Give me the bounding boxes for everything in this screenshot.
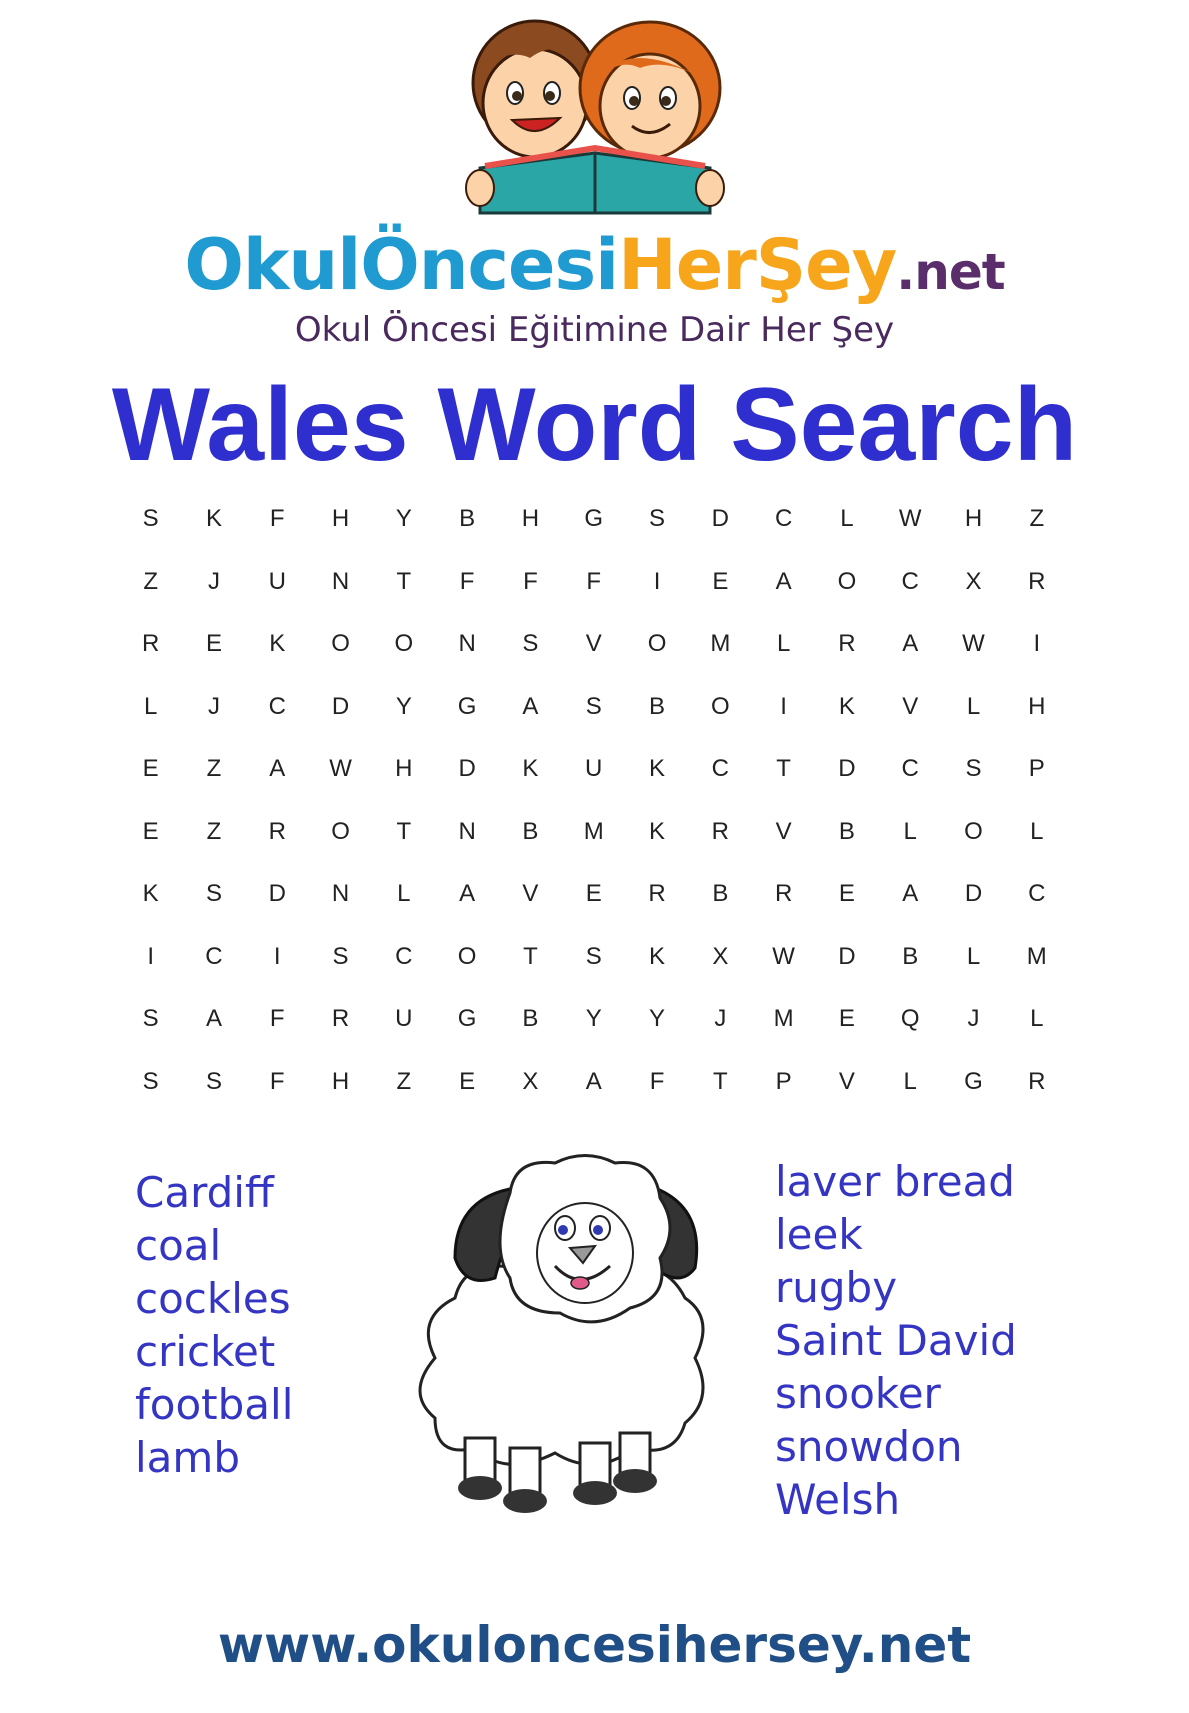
grid-letter: A	[522, 692, 541, 720]
grid-letter: G	[457, 692, 479, 720]
grid-letter: A	[205, 1005, 224, 1033]
grid-letter: Y	[395, 505, 414, 533]
grid-letter: S	[585, 692, 604, 720]
grid-letter: H	[1028, 692, 1048, 720]
grid-letter: L	[840, 505, 856, 533]
grid-letter: D	[268, 880, 288, 908]
grid-letter: E	[712, 567, 731, 595]
grid-letter: E	[838, 1005, 857, 1033]
grid-letter: V	[902, 692, 921, 720]
grid-letter: S	[649, 505, 668, 533]
grid-letter: R	[1028, 1067, 1048, 1095]
grid-letter: O	[394, 630, 416, 658]
grid-letter: N	[458, 630, 478, 658]
grid-letter: S	[205, 880, 224, 908]
grid-letter: L	[776, 630, 793, 658]
grid-letter: T	[712, 1067, 730, 1095]
grid-letter: R	[648, 880, 668, 908]
grid-letter: J	[207, 692, 222, 720]
grid-letter: L	[966, 692, 983, 720]
grid-letter: M	[710, 630, 733, 658]
grid-letter: Z	[143, 567, 160, 595]
grid-letter: M	[773, 1005, 796, 1033]
grid-letter: E	[585, 880, 604, 908]
grid-letter: R	[141, 630, 162, 658]
grid-letter: F	[459, 567, 477, 595]
grid-letter: R	[1028, 567, 1048, 595]
grid-letter: D	[838, 942, 858, 970]
grid-letter: D	[458, 755, 478, 783]
word-list-left	[135, 1166, 293, 1484]
grid-letter: L	[966, 942, 983, 970]
grid-letter: C	[711, 755, 731, 783]
grid-letter: C	[901, 567, 921, 595]
grid-letter: H	[395, 755, 415, 783]
grid-letter: O	[331, 630, 352, 658]
grid-letter: J	[714, 1005, 729, 1033]
grid-letter: X	[712, 942, 731, 970]
grid-letter: M	[1026, 942, 1049, 970]
word-list-item: cockles	[135, 1274, 291, 1323]
grid-letter: T	[776, 755, 793, 783]
grid-letter: L	[903, 817, 919, 845]
grid-letter: A	[459, 880, 478, 908]
grid-letter: T	[523, 942, 540, 970]
grid-letter: B	[459, 505, 478, 533]
grid-row	[120, 613, 1070, 676]
grid-letter: L	[903, 1067, 919, 1095]
grid-letter: K	[838, 692, 857, 720]
word-list-item: coal	[135, 1221, 222, 1270]
word-list-item: lamb	[135, 1433, 240, 1482]
grid-letter: G	[584, 505, 606, 533]
grid-letter: E	[205, 630, 224, 658]
grid-letter: A	[775, 567, 794, 595]
grid-letter: S	[585, 942, 604, 970]
grid-letter: F	[269, 505, 287, 533]
grid-letter: N	[458, 817, 478, 845]
grid-letter: M	[583, 817, 606, 845]
grid-letter: Z	[396, 1067, 414, 1095]
grid-letter: W	[772, 942, 797, 970]
grid-letter: G	[964, 1067, 985, 1095]
word-list-right	[775, 1155, 1017, 1526]
grid-letter: N	[331, 880, 352, 908]
children-reading-logo-icon	[440, 8, 750, 218]
grid-row	[120, 988, 1070, 1051]
grid-letter: L	[397, 880, 413, 908]
word-list-item: Welsh	[775, 1475, 901, 1524]
grid-letter: V	[585, 630, 604, 658]
grid-letter: O	[710, 692, 732, 720]
brand-logo-text	[0, 225, 1189, 312]
grid-letter: E	[459, 1067, 478, 1095]
grid-letter: G	[457, 1005, 479, 1033]
grid-letter: T	[396, 817, 414, 845]
grid-letter: D	[331, 692, 352, 720]
grid-row	[120, 738, 1070, 801]
grid-letter: J	[207, 567, 222, 595]
grid-letter: H	[964, 505, 985, 533]
grid-letter: S	[332, 942, 351, 970]
grid-letter: Z	[206, 817, 224, 845]
grid-letter: B	[902, 942, 921, 970]
grid-letter: K	[649, 755, 668, 783]
grid-letter: E	[142, 817, 161, 845]
grid-letter: B	[838, 817, 857, 845]
grid-letter: S	[205, 1067, 224, 1095]
grid-letter: L	[1030, 1005, 1046, 1033]
grid-letter: H	[331, 505, 352, 533]
grid-letter: F	[269, 1067, 287, 1095]
grid-letter: Q	[900, 1005, 922, 1033]
grid-letter: F	[649, 1067, 667, 1095]
grid-letter: B	[649, 692, 668, 720]
grid-letter: D	[711, 505, 731, 533]
grid-letter: R	[331, 1005, 352, 1033]
grid-letter: S	[142, 505, 161, 533]
grid-letter: A	[269, 755, 288, 783]
word-list-item: rugby	[775, 1263, 898, 1312]
grid-letter: S	[142, 1005, 161, 1033]
grid-letter: R	[711, 817, 731, 845]
grid-letter: B	[712, 880, 731, 908]
grid-row	[120, 926, 1070, 989]
word-list-item: laver bread	[775, 1157, 1015, 1206]
grid-letter: S	[522, 630, 541, 658]
grid-letter: O	[331, 817, 352, 845]
grid-letter: P	[1028, 755, 1047, 783]
grid-letter: W	[329, 755, 354, 783]
word-list-item: Cardiff	[135, 1168, 274, 1217]
grid-letter: F	[586, 567, 604, 595]
grid-letter: P	[775, 1067, 794, 1095]
grid-letter: C	[395, 942, 415, 970]
grid-letter: B	[522, 1005, 541, 1033]
grid-letter: C	[901, 755, 921, 783]
grid-letter: K	[205, 505, 224, 533]
grid-letter: I	[1033, 630, 1043, 658]
grid-letter: L	[143, 692, 160, 720]
grid-letter: X	[522, 1067, 541, 1095]
grid-letter: Y	[649, 1005, 668, 1033]
grid-letter: J	[967, 1005, 982, 1033]
word-list-item: football	[135, 1380, 294, 1429]
grid-letter: F	[523, 567, 540, 595]
grid-letter: V	[775, 817, 794, 845]
grid-letter: W	[962, 630, 987, 658]
grid-letter: Y	[585, 1005, 604, 1033]
word-list-item: Saint David	[775, 1316, 1017, 1365]
word-list-item: cricket	[135, 1327, 276, 1376]
grid-letter: K	[522, 755, 541, 783]
grid-letter: V	[522, 880, 541, 908]
grid-letter: K	[649, 817, 668, 845]
grid-letter: K	[649, 942, 668, 970]
grid-row	[120, 676, 1070, 739]
grid-letter: A	[902, 630, 921, 658]
grid-letter: W	[898, 505, 924, 533]
word-list-item: snooker	[775, 1369, 941, 1418]
grid-letter: V	[838, 1067, 857, 1095]
grid-letter: I	[273, 942, 283, 970]
grid-letter: H	[521, 505, 542, 533]
grid-letter: T	[396, 567, 414, 595]
grid-letter: I	[653, 567, 663, 595]
grid-letter: H	[331, 1067, 352, 1095]
grid-letter: Y	[395, 692, 414, 720]
word-list-item: snowdon	[775, 1422, 963, 1471]
grid-row	[120, 551, 1070, 614]
grid-letter: O	[964, 817, 985, 845]
grid-letter: F	[269, 1005, 287, 1033]
grid-letter: O	[457, 942, 479, 970]
grid-letter: N	[331, 567, 352, 595]
grid-letter: R	[774, 880, 795, 908]
grid-row	[120, 488, 1070, 551]
page-title: Wales Word Search	[111, 367, 1078, 483]
grid-row	[120, 801, 1070, 864]
grid-letter: U	[268, 567, 288, 595]
sheep-icon	[395, 1148, 735, 1518]
grid-row	[120, 863, 1070, 926]
footer-url: www.okuloncesihersey.net	[217, 1616, 972, 1674]
grid-letter: D	[838, 755, 858, 783]
grid-letter: K	[142, 880, 161, 908]
grid-letter: O	[837, 567, 859, 595]
grid-letter: A	[585, 1067, 604, 1095]
grid-letter: Z	[206, 755, 224, 783]
grid-letter: C	[774, 505, 795, 533]
brand-part-okuloncesi: OkulÖncesi	[184, 224, 619, 306]
grid-letter: D	[964, 880, 985, 908]
grid-row	[120, 1051, 1070, 1114]
word-list-item: leek	[775, 1210, 863, 1259]
grid-letter: S	[965, 755, 984, 783]
brand-tagline: Okul Öncesi Eğitimine Dair Her Şey	[294, 310, 895, 350]
grid-letter: I	[780, 692, 789, 720]
grid-letter: E	[838, 880, 857, 908]
grid-letter: U	[395, 1005, 415, 1033]
grid-letter: O	[647, 630, 669, 658]
grid-letter: Z	[1029, 505, 1047, 533]
grid-letter: C	[268, 692, 288, 720]
grid-letter: S	[142, 1067, 161, 1095]
grid-letter: E	[142, 755, 161, 783]
grid-letter: R	[268, 817, 288, 845]
grid-letter: K	[269, 630, 288, 658]
grid-letter: U	[585, 755, 605, 783]
grid-letter: C	[1028, 880, 1048, 908]
grid-letter: A	[902, 880, 921, 908]
brand-part-net: .net	[896, 243, 1005, 301]
grid-letter: C	[205, 942, 225, 970]
grid-letter: R	[838, 630, 858, 658]
word-search-grid	[120, 488, 1070, 1108]
grid-letter: L	[1030, 817, 1046, 845]
grid-letter: X	[965, 567, 984, 595]
grid-letter: I	[147, 942, 156, 970]
brand-part-hersey: HerŞey	[618, 224, 897, 306]
grid-letter: B	[522, 817, 541, 845]
